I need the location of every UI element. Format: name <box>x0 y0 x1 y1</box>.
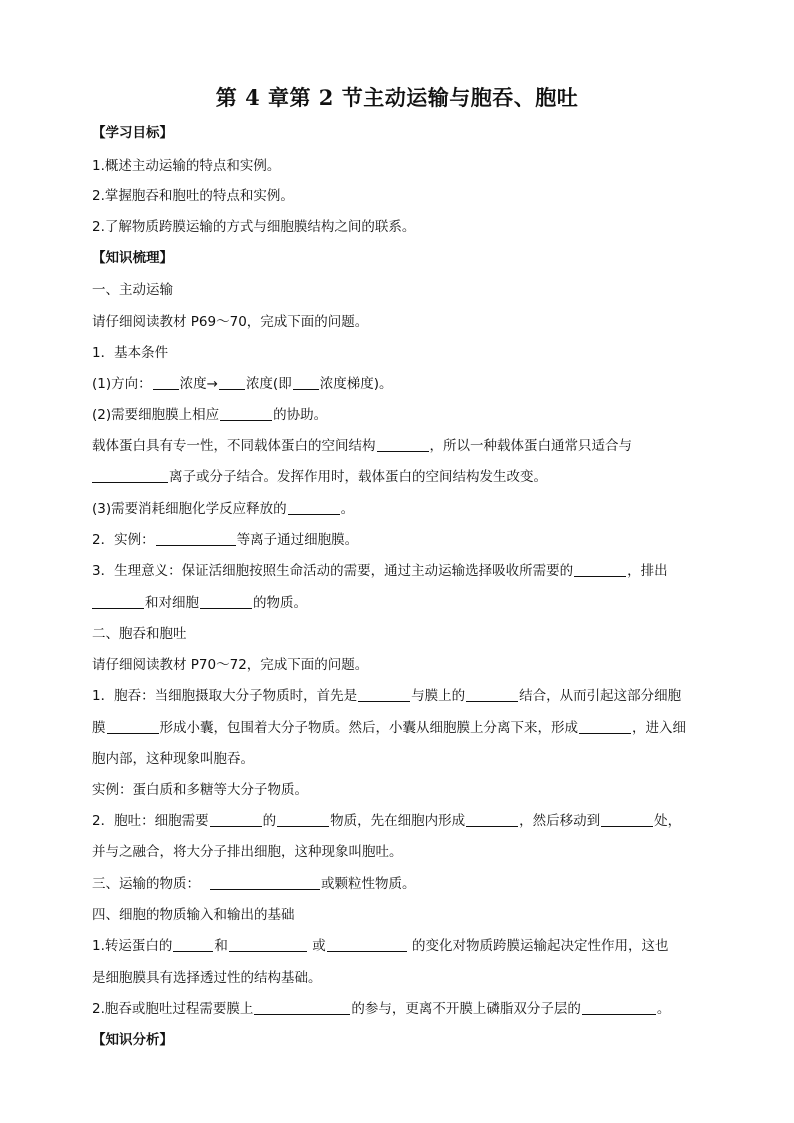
objective-item: 1.概述主动运输的特点和实例。 <box>92 158 281 174</box>
question-line: 膜 形成小囊，包围着大分子物质。然后，小囊从细胞膜上分离下来，形成 ，进入细 <box>92 720 686 736</box>
fill-blank[interactable] <box>210 813 262 827</box>
question-line: 胞内部，这种现象叫胞吞。 <box>92 751 254 767</box>
fill-blank[interactable] <box>229 938 307 952</box>
fill-blank[interactable] <box>173 938 213 952</box>
question-line: 并与之融合，将大分子排出细胞，这种现象叫胞吐。 <box>92 844 403 860</box>
fill-blank[interactable] <box>293 376 319 390</box>
question-line: 载体蛋白具有专一性，不同载体蛋白的空间结构 ，所以一种载体蛋白通常只适合与 <box>92 438 632 454</box>
question-line: 1.转运蛋白的 和 或 的变化对物质跨膜运输起决定性作用，这也 <box>92 938 669 954</box>
objective-item: 2.了解物质跨膜运输的方式与细胞膜结构之间的联系。 <box>92 219 416 235</box>
fill-blank[interactable] <box>200 595 252 609</box>
fill-blank[interactable] <box>377 438 429 452</box>
question-line: 三、运输的物质： 或颗粒性物质。 <box>92 876 416 892</box>
fill-blank[interactable] <box>288 501 340 515</box>
fill-blank[interactable] <box>358 688 410 702</box>
fill-blank[interactable] <box>92 595 144 609</box>
question-line: 和对细胞 的物质。 <box>92 594 712 612</box>
fill-blank[interactable] <box>156 532 236 546</box>
fill-blank[interactable] <box>219 376 245 390</box>
fill-blank[interactable] <box>579 720 631 734</box>
fill-blank[interactable] <box>92 469 168 483</box>
fill-blank[interactable] <box>582 1001 656 1015</box>
fill-blank[interactable] <box>277 813 329 827</box>
question-line: 1．胞吞：当细胞摄取大分子物质时，首先是 与膜上的 结合，从而引起这部分细胞 <box>92 688 682 704</box>
fill-blank[interactable] <box>601 813 653 827</box>
fill-blank[interactable] <box>466 688 518 702</box>
question-line: 3．生理意义：保证活细胞按照生命活动的需要，通过主动运输选择吸收所需要的 ，排出 <box>92 563 668 579</box>
fill-blank[interactable] <box>574 563 626 577</box>
question-line: (1)方向： 浓度→ 浓度(即 浓度梯度)。 <box>92 376 393 392</box>
fill-blank[interactable] <box>466 813 518 827</box>
fill-blank[interactable] <box>107 720 159 734</box>
fill-blank[interactable] <box>153 376 179 390</box>
reading-instruction: 请仔细阅读教材 P69～70，完成下面的问题。 <box>92 314 369 330</box>
fill-blank[interactable] <box>327 938 407 952</box>
question-line: 2.胞吞或胞吐过程需要膜上 的参与，更离不开膜上磷脂双分子层的 。 <box>92 1001 671 1017</box>
question-line: (3)需要消耗细胞化学反应释放的 。 <box>92 501 355 517</box>
fill-blank[interactable] <box>254 1001 350 1015</box>
subsection-heading: 二、胞吞和胞吐 <box>92 626 187 642</box>
question-line: 离子或分子结合。发挥作用时，载体蛋白的空间结构发生改变。 <box>92 468 712 486</box>
subsection-heading: 一、主动运输 <box>92 282 173 298</box>
question-line: 2．实例： 等离子通过细胞膜。 <box>92 532 359 548</box>
section-heading-knowledge: 【知识梳理】 <box>92 250 173 266</box>
question-line: 2．胞吐：细胞需要 的 物质，先在细胞内形成 ，然后移动到 处， <box>92 813 682 829</box>
section-heading-analysis: 【知识分析】 <box>92 1032 173 1048</box>
example-line: 实例：蛋白质和多糖等大分子物质。 <box>92 782 308 798</box>
page-title: 第 4 章第 2 节主动运输与胞吞、胞吐 <box>215 85 579 110</box>
section-heading-objectives: 【学习目标】 <box>92 125 173 141</box>
question-line: (2)需要细胞膜上相应 的协助。 <box>92 407 328 423</box>
reading-instruction: 请仔细阅读教材 P70～72，完成下面的问题。 <box>92 657 369 673</box>
fill-blank[interactable] <box>210 876 320 890</box>
item-heading: 1．基本条件 <box>92 345 169 361</box>
fill-blank[interactable] <box>220 407 272 421</box>
subsection-heading: 四、细胞的物质输入和输出的基础 <box>92 907 295 923</box>
objective-item: 2.掌握胞吞和胞吐的特点和实例。 <box>92 188 294 204</box>
question-line: 是细胞膜具有选择透过性的结构基础。 <box>92 970 322 986</box>
